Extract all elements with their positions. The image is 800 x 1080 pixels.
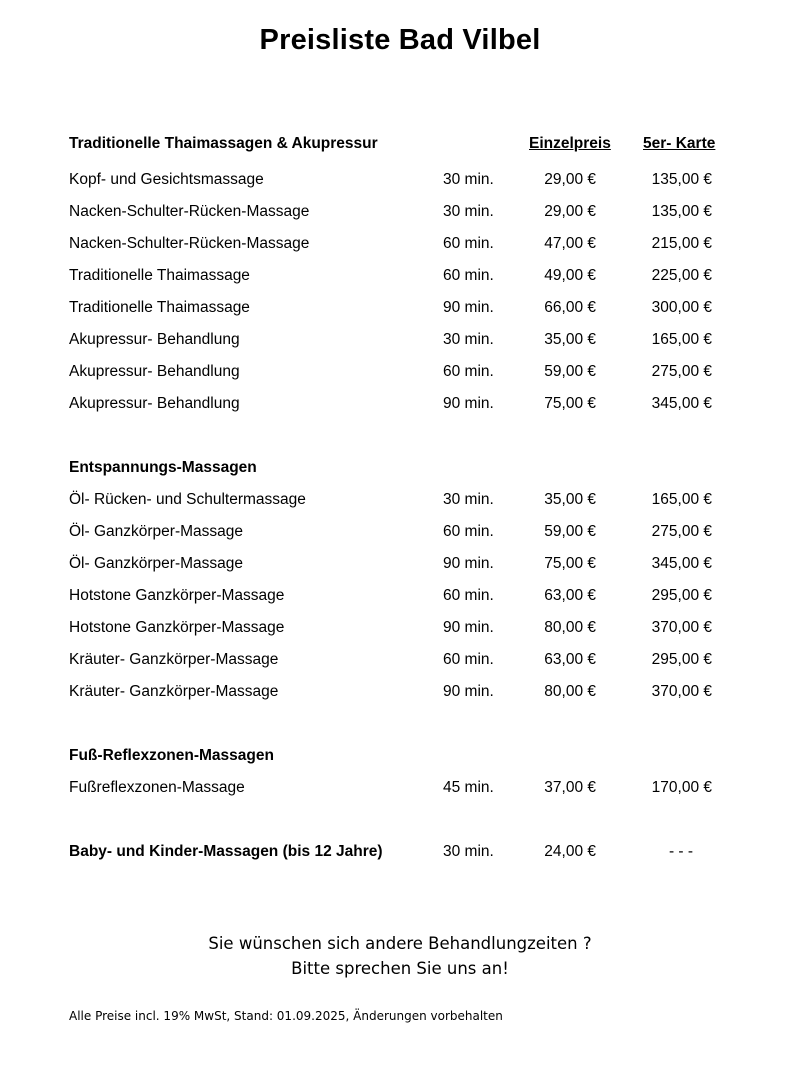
note-line-2: Bitte sprechen Sie uns an! [291,959,509,978]
card-price: 345,00 € [651,555,712,572]
treatment-duration: 90 min. [443,555,494,572]
treatment-name: Kräuter- Ganzkörper-Massage [69,651,279,668]
section-title-thai: Traditionelle Thaimassagen & Akupressur [69,135,378,152]
card-price: 135,00 € [651,171,712,188]
treatment-name: Traditionelle Thaimassage [69,267,250,284]
card-price: 295,00 € [651,651,712,668]
single-price: 80,00 € [544,683,596,700]
table-row [0,584,800,608]
treatment-duration: 30 min. [443,843,494,860]
card-price: 165,00 € [651,491,712,508]
treatment-duration: 60 min. [443,363,494,380]
single-price: 80,00 € [544,619,596,636]
note-line-1: Sie wünschen sich andere Behandlungzeiten ? [208,934,592,953]
single-price: 47,00 € [544,235,596,252]
table-row [0,360,800,384]
treatment-name: Hotstone Ganzkörper-Massage [69,619,285,636]
card-price: 370,00 € [651,619,712,636]
card-price: 165,00 € [651,331,712,348]
single-price: 75,00 € [544,555,596,572]
treatment-name: Öl- Ganzkörper-Massage [69,555,244,572]
card-price: 295,00 € [651,587,712,604]
treatment-name: Nacken-Schulter-Rücken-Massage [69,235,310,252]
table-row [0,776,800,800]
treatment-duration: 90 min. [443,299,494,316]
treatment-duration: 90 min. [443,395,494,412]
treatment-duration: 45 min. [443,779,494,796]
page-title: Preisliste Bad Vilbel [259,24,541,56]
card-price: 345,00 € [651,395,712,412]
treatment-name: Nacken-Schulter-Rücken-Massage [69,203,310,220]
table-row [0,680,800,704]
single-price: 49,00 € [544,267,596,284]
column-header-price: Einzelpreis [529,135,611,152]
card-price: 135,00 € [651,203,712,220]
column-header-card: 5er- Karte [643,135,716,152]
single-price: 63,00 € [544,587,596,604]
section-header-thai [0,132,800,156]
table-row-baby [0,840,800,864]
treatment-duration: 90 min. [443,683,494,700]
treatment-name: Kopf- und Gesichtsmassage [69,171,264,188]
treatment-name: Akupressur- Behandlung [69,395,240,412]
treatment-name: Fußreflexzonen-Massage [69,779,245,796]
treatment-duration: 60 min. [443,651,494,668]
single-price: 59,00 € [544,363,596,380]
single-price: 59,00 € [544,523,596,540]
card-price: 370,00 € [651,683,712,700]
table-row [0,328,800,352]
table-row [0,488,800,512]
treatment-duration: 60 min. [443,267,494,284]
table-row [0,616,800,640]
treatment-duration: 60 min. [443,523,494,540]
treatment-duration: 30 min. [443,171,494,188]
treatment-name: Baby- und Kinder-Massagen (bis 12 Jahre) [69,843,383,860]
table-row [0,520,800,544]
single-price: 29,00 € [544,203,596,220]
single-price: 37,00 € [544,779,596,796]
single-price: 63,00 € [544,651,596,668]
card-price: 275,00 € [651,363,712,380]
card-price: 170,00 € [651,779,712,796]
treatment-duration: 30 min. [443,491,494,508]
footer-disclaimer: Alle Preise incl. 19% MwSt, Stand: 01.09.2025, Änderungen vorbehalten [69,1009,503,1023]
treatment-name: Öl- Ganzkörper-Massage [69,523,244,540]
treatment-duration: 30 min. [443,331,494,348]
card-price: 300,00 € [651,299,712,316]
card-price: - - - [668,843,694,860]
single-price: 29,00 € [544,171,596,188]
section-header-relax [0,456,800,480]
table-row [0,264,800,288]
table-row [0,200,800,224]
section-header-foot [0,744,800,768]
treatment-duration: 60 min. [443,235,494,252]
single-price: 66,00 € [544,299,596,316]
single-price: 35,00 € [544,491,596,508]
table-row [0,232,800,256]
table-row [0,392,800,416]
treatment-name: Kräuter- Ganzkörper-Massage [69,683,279,700]
card-price: 215,00 € [651,235,712,252]
single-price: 35,00 € [544,331,596,348]
section-title-relax: Entspannungs-Massagen [69,459,257,476]
card-price: 275,00 € [651,523,712,540]
treatment-name: Hotstone Ganzkörper-Massage [69,587,285,604]
treatment-name: Öl- Rücken- und Schultermassage [69,491,306,508]
treatment-duration: 60 min. [443,587,494,604]
treatment-duration: 90 min. [443,619,494,636]
table-row [0,168,800,192]
treatment-name: Akupressur- Behandlung [69,331,240,348]
single-price: 75,00 € [544,395,596,412]
section-title-foot: Fuß-Reflexzonen-Massagen [69,747,274,764]
treatment-duration: 30 min. [443,203,494,220]
table-row [0,552,800,576]
table-row [0,296,800,320]
table-row [0,648,800,672]
treatment-name: Akupressur- Behandlung [69,363,240,380]
single-price: 24,00 € [544,843,596,860]
card-price: 225,00 € [651,267,712,284]
treatment-name: Traditionelle Thaimassage [69,299,250,316]
